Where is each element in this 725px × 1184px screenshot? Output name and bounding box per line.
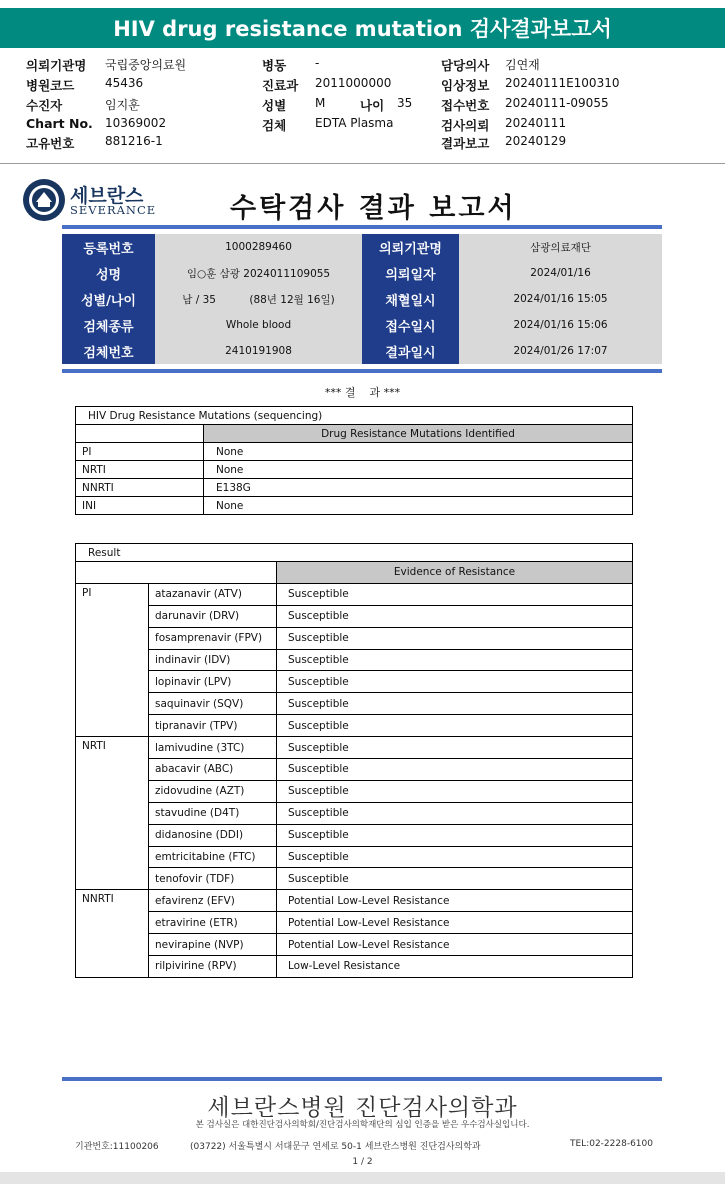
- table-row: [76, 890, 633, 912]
- header-value: 45436: [105, 76, 144, 90]
- table-row: [76, 824, 633, 846]
- table-row: [76, 583, 633, 605]
- resistance-evidence-cell: Susceptible: [277, 780, 633, 802]
- patient-info-grid: [62, 234, 662, 364]
- table-row: [76, 497, 633, 515]
- header-value: 2011000000: [315, 76, 392, 90]
- header-value: -: [315, 56, 320, 70]
- table-row: [76, 715, 633, 737]
- footer-certification: 본 검사실은 대한진단검사의학회/진단검사의학재단의 심입 인증을 받은 우수검사실입니다.: [195, 1120, 530, 1130]
- page-number: 1 / 2: [352, 1157, 373, 1167]
- table-row: [76, 802, 633, 824]
- drug-name-cell: tipranavir (TPV): [149, 715, 277, 737]
- resistance-evidence-cell: Susceptible: [277, 583, 633, 605]
- drug-name-cell: saquinavir (SQV): [149, 693, 277, 715]
- mutations-header-blank: [76, 425, 204, 443]
- results-column-header: Evidence of Resistance: [277, 562, 633, 584]
- table-row: [76, 737, 633, 759]
- document-title-bar: [0, 8, 725, 48]
- drug-name-cell: darunavir (DRV): [149, 605, 277, 627]
- resistance-evidence-cell: Potential Low-Level Resistance: [277, 934, 633, 956]
- info-row: [62, 260, 662, 286]
- info-label: 검체번호: [62, 338, 155, 364]
- info-label: 의뢰기관명: [362, 234, 459, 260]
- footer-tel: TEL:02-2228-6100: [570, 1139, 653, 1149]
- table-row: [76, 780, 633, 802]
- header-label: 담당의사: [441, 58, 490, 73]
- mutations-caption: HIV Drug Resistance Mutations (sequencing): [76, 407, 633, 425]
- info-value: 2410191908: [155, 338, 362, 364]
- drug-name-cell: emtricitabine (FTC): [149, 846, 277, 868]
- info-value: 임○훈 삼광 2024011109055: [155, 260, 362, 286]
- info-label: 접수일시: [362, 312, 459, 338]
- table-row: [76, 868, 633, 890]
- drug-name-cell: efavirenz (EFV): [149, 890, 277, 912]
- resistance-evidence-cell: Susceptible: [277, 605, 633, 627]
- resistance-evidence-cell: Susceptible: [277, 649, 633, 671]
- drug-name-cell: rilpivirine (RPV): [149, 956, 277, 978]
- info-row: [62, 286, 662, 312]
- divider: [0, 163, 725, 164]
- drug-name-cell: lopinavir (LPV): [149, 671, 277, 693]
- info-label: 결과일시: [362, 338, 459, 364]
- header-value: 10369002: [105, 116, 167, 130]
- header-value: 35: [397, 96, 413, 110]
- resistance-evidence-cell: Susceptible: [277, 824, 633, 846]
- header-label: 병원코드: [26, 78, 75, 93]
- header-label: 수진자: [26, 98, 63, 113]
- header-label: 임상정보: [441, 78, 490, 93]
- info-value: 남 / 35 (88년 12월 16일): [155, 286, 362, 312]
- header-value: 20240111: [505, 116, 567, 130]
- drug-name-cell: fosamprenavir (FPV): [149, 627, 277, 649]
- header-label: 병동: [262, 58, 287, 73]
- header-label: 고유번호: [26, 136, 75, 151]
- footer-line: [62, 1077, 662, 1081]
- footer-department: 세브란스병원 진단검사의학과: [207, 1095, 518, 1121]
- resistance-evidence-cell: Susceptible: [277, 671, 633, 693]
- info-value: 2024/01/16 15:06: [459, 312, 662, 338]
- header-value: 김연재: [505, 58, 540, 72]
- yonsei-seal-icon: [22, 178, 66, 222]
- info-row: [62, 312, 662, 338]
- header-value: 20240111E100310: [505, 76, 620, 90]
- table-row: [76, 605, 633, 627]
- resistance-results-table: [75, 543, 633, 978]
- table-row: [76, 846, 633, 868]
- header-value: 20240111-09055: [505, 96, 609, 110]
- table-row: [76, 461, 633, 479]
- header-label: 나이: [360, 98, 385, 113]
- header-label: 검사의뢰: [441, 118, 490, 133]
- footer-address: (03722) 서울특별시 서대문구 연세로 50-1 세브란스병원 진단검사의학과: [190, 1142, 481, 1152]
- info-value: 2024/01/16 15:05: [459, 286, 662, 312]
- accent-line-bottom: [62, 369, 662, 373]
- table-row: [76, 934, 633, 956]
- drug-class-cell: PI: [76, 583, 149, 736]
- info-label: 등록번호: [62, 234, 155, 260]
- drug-class-cell: NNRTI: [76, 890, 149, 978]
- results-header-blank: [76, 562, 277, 584]
- info-label: 성명: [62, 260, 155, 286]
- table-row: [76, 671, 633, 693]
- drug-class-cell: NRTI: [76, 737, 149, 890]
- drug-class-cell: NNRTI: [76, 479, 204, 497]
- drug-name-cell: indinavir (IDV): [149, 649, 277, 671]
- info-value: 2024/01/16: [459, 260, 662, 286]
- header-label: 진료과: [262, 78, 299, 93]
- info-label: 의뢰일자: [362, 260, 459, 286]
- info-value: Whole blood: [155, 312, 362, 338]
- info-label: 검체종류: [62, 312, 155, 338]
- report-title: 수탁검사 결과 보고서: [230, 193, 517, 224]
- header-value: 임지훈: [105, 98, 140, 112]
- header-value: 국립중앙의료원: [105, 58, 187, 72]
- bottom-band: [0, 1172, 725, 1184]
- info-row: [62, 338, 662, 364]
- drug-name-cell: didanosine (DDI): [149, 824, 277, 846]
- header-value: 20240129: [505, 134, 567, 148]
- info-value: 2024/01/26 17:07: [459, 338, 662, 364]
- header-label: Chart No.: [26, 116, 93, 131]
- resistance-evidence-cell: Susceptible: [277, 627, 633, 649]
- table-row: [76, 912, 633, 934]
- resistance-evidence-cell: Susceptible: [277, 802, 633, 824]
- drug-name-cell: lamivudine (3TC): [149, 737, 277, 759]
- mutation-cell: E138G: [204, 479, 633, 497]
- drug-name-cell: abacavir (ABC): [149, 759, 277, 781]
- table-row: [76, 649, 633, 671]
- table-row: [76, 956, 633, 978]
- resistance-evidence-cell: Susceptible: [277, 759, 633, 781]
- drug-name-cell: etravirine (ETR): [149, 912, 277, 934]
- info-value: 삼광의료재단: [459, 234, 662, 260]
- resistance-evidence-cell: Susceptible: [277, 846, 633, 868]
- resistance-evidence-cell: Potential Low-Level Resistance: [277, 912, 633, 934]
- drug-name-cell: tenofovir (TDF): [149, 868, 277, 890]
- mutation-cell: None: [204, 497, 633, 515]
- drug-name-cell: stavudine (D4T): [149, 802, 277, 824]
- drug-name-cell: nevirapine (NVP): [149, 934, 277, 956]
- footer-institution-code: 기관번호:11100206: [75, 1142, 159, 1152]
- logo-english: SEVERANCE: [70, 203, 157, 217]
- drug-name-cell: atazanavir (ATV): [149, 583, 277, 605]
- resistance-evidence-cell: Susceptible: [277, 693, 633, 715]
- results-caption: Result: [76, 544, 633, 562]
- table-row: [76, 759, 633, 781]
- resistance-evidence-cell: Susceptible: [277, 868, 633, 890]
- drug-class-cell: PI: [76, 443, 204, 461]
- info-label: 성별/나이: [62, 286, 155, 312]
- logo-korean: 세브란스: [70, 185, 144, 207]
- header-value: M: [315, 96, 326, 110]
- resistance-evidence-cell: Susceptible: [277, 715, 633, 737]
- mutations-column-header: Drug Resistance Mutations Identified: [204, 425, 633, 443]
- drug-class-cell: INI: [76, 497, 204, 515]
- resistance-evidence-cell: Low-Level Resistance: [277, 956, 633, 978]
- resistance-evidence-cell: Potential Low-Level Resistance: [277, 890, 633, 912]
- result-heading: *** 결 과 ***: [324, 386, 401, 399]
- accent-line-top: [62, 225, 662, 229]
- drug-class-cell: NRTI: [76, 461, 204, 479]
- header-label: 접수번호: [441, 98, 490, 113]
- header-label: 결과보고: [441, 136, 490, 151]
- header-label: 검체: [262, 118, 287, 133]
- table-row: [76, 479, 633, 497]
- document-title: HIV drug resistance mutation 검사결과보고서: [113, 17, 612, 41]
- header-label: 의뢰기관명: [26, 58, 87, 73]
- mutations-table: [75, 406, 633, 515]
- header-label: 성별: [262, 98, 287, 113]
- drug-name-cell: zidovudine (AZT): [149, 780, 277, 802]
- info-label: 채혈일시: [362, 286, 459, 312]
- table-row: [76, 693, 633, 715]
- info-value: 1000289460: [155, 234, 362, 260]
- table-row: [76, 627, 633, 649]
- header-value: 881216-1: [105, 134, 163, 148]
- info-row: [62, 234, 662, 260]
- table-row: [76, 443, 633, 461]
- mutation-cell: None: [204, 443, 633, 461]
- header-value: EDTA Plasma: [315, 116, 394, 130]
- resistance-evidence-cell: Susceptible: [277, 737, 633, 759]
- mutation-cell: None: [204, 461, 633, 479]
